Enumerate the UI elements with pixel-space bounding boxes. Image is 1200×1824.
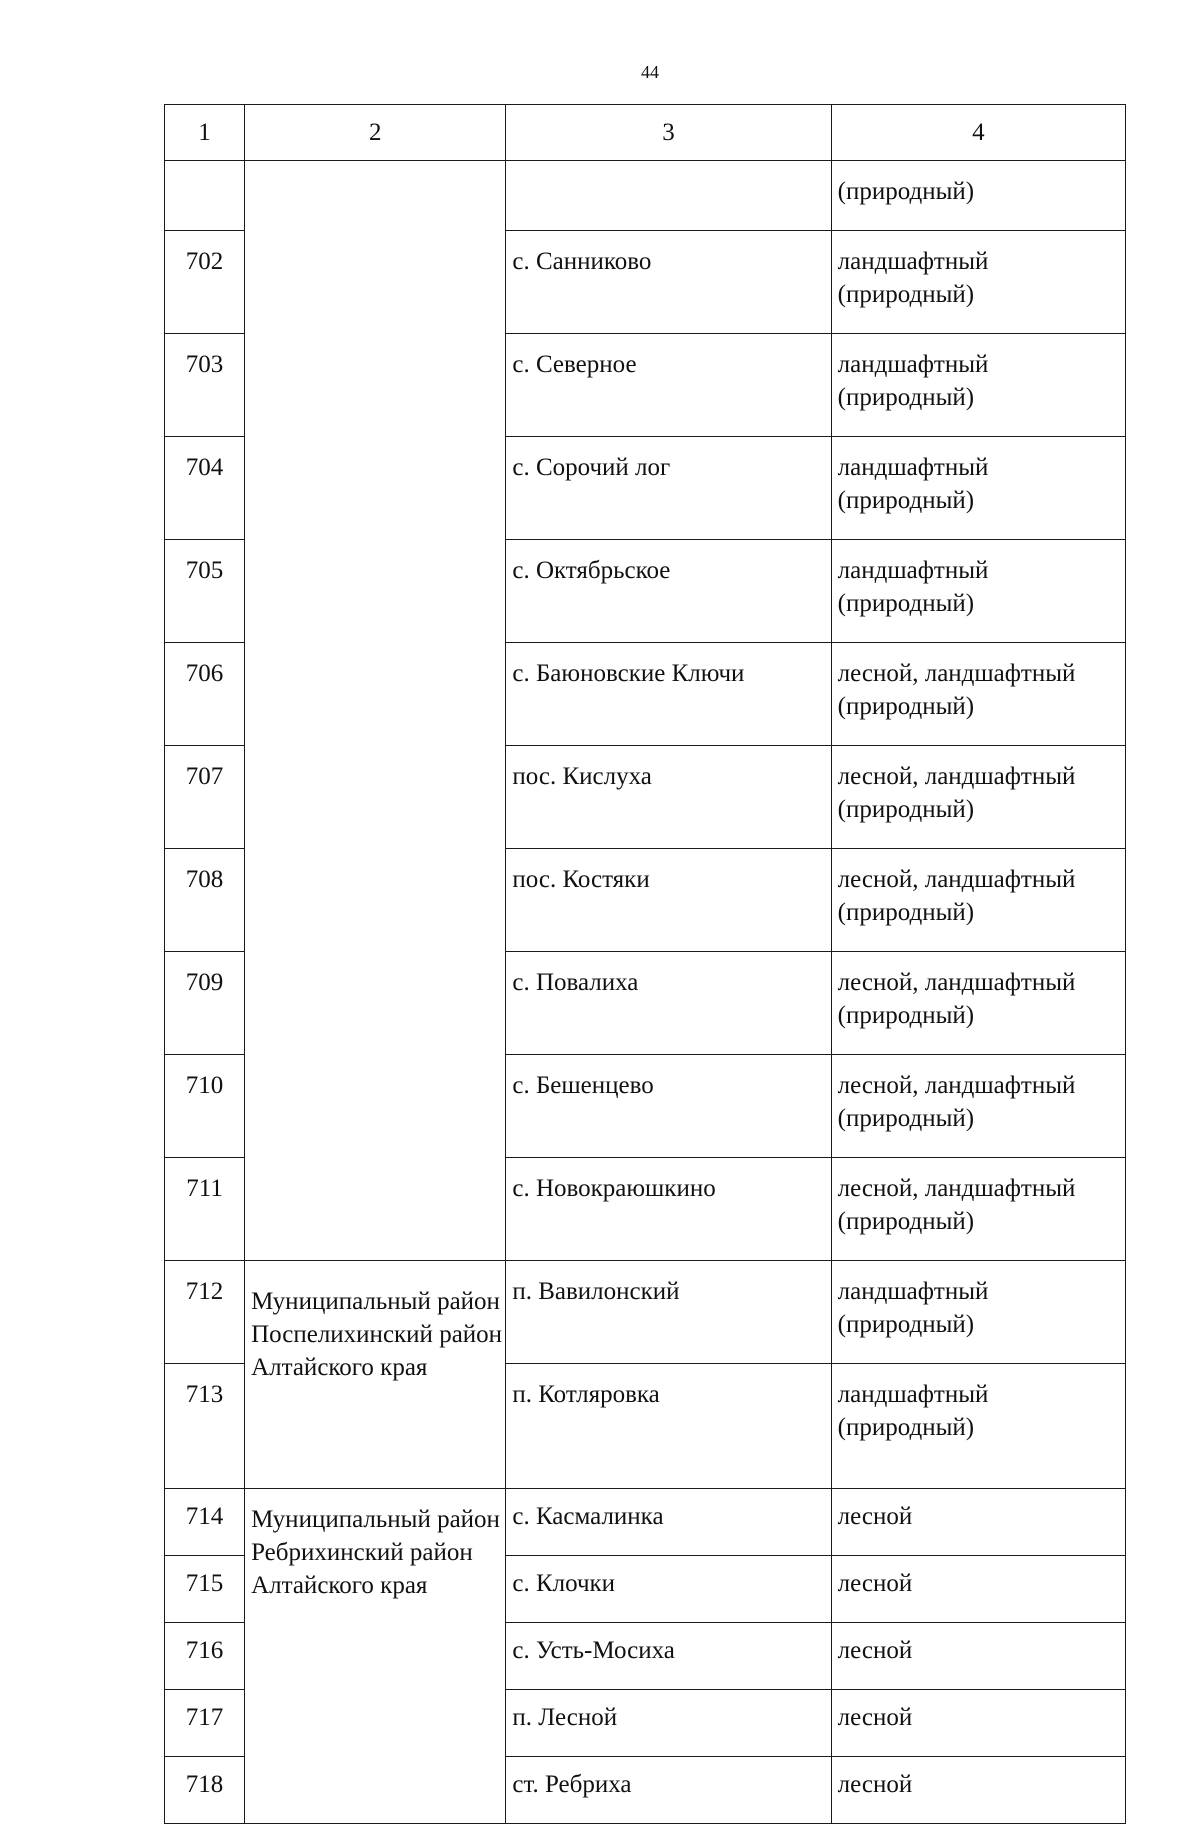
- type-cell: лесной: [831, 1757, 1125, 1824]
- type-cell: лесной, ландшафтный (природный): [831, 849, 1125, 952]
- place-cell: пос. Кислуха: [506, 746, 831, 849]
- type-cell: лесной, ландшафтный (природный): [831, 643, 1125, 746]
- place-cell: с. Усть-Мосиха: [506, 1623, 831, 1690]
- place-cell: с. Северное: [506, 334, 831, 437]
- table-header-row: [165, 105, 1126, 161]
- place-cell: с. Баюновские Ключи: [506, 643, 831, 746]
- type-cell: ландшафтный (природный): [831, 1261, 1125, 1364]
- place-cell: с. Санниково: [506, 231, 831, 334]
- type-cell: лесной: [831, 1623, 1125, 1690]
- type-cell: ландшафтный (природный): [831, 1364, 1125, 1489]
- header-cell: 3: [506, 105, 831, 161]
- table-row: [165, 1489, 1126, 1556]
- row-number: 712: [165, 1261, 245, 1364]
- place-cell: п. Лесной: [506, 1690, 831, 1757]
- row-number: 717: [165, 1690, 245, 1757]
- row-number: 710: [165, 1055, 245, 1158]
- place-cell: [506, 161, 831, 231]
- type-cell: лесной, ландшафтный (природный): [831, 1158, 1125, 1261]
- header-cell: 2: [245, 105, 506, 161]
- header-cell: 1: [165, 105, 245, 161]
- place-cell: пос. Костяки: [506, 849, 831, 952]
- row-number: 715: [165, 1556, 245, 1623]
- table-row: [165, 1261, 1126, 1364]
- row-number: 709: [165, 952, 245, 1055]
- place-cell: с. Касмалинка: [506, 1489, 831, 1556]
- type-cell: ландшафтный (природный): [831, 437, 1125, 540]
- row-number: 702: [165, 231, 245, 334]
- place-cell: ст. Ребриха: [506, 1757, 831, 1824]
- header-cell: 4: [831, 105, 1125, 161]
- page-number: 44: [641, 62, 659, 82]
- region-cell: Муниципальный район Ребрихинский район Алтайского края: [245, 1489, 506, 1824]
- type-cell: лесной: [831, 1489, 1125, 1556]
- place-cell: с. Новокраюшкино: [506, 1158, 831, 1261]
- place-cell: с. Октябрьское: [506, 540, 831, 643]
- row-number: [165, 161, 245, 231]
- row-number: 704: [165, 437, 245, 540]
- type-cell: лесной: [831, 1690, 1125, 1757]
- place-cell: п. Котляровка: [506, 1364, 831, 1489]
- type-cell: лесной, ландшафтный (природный): [831, 746, 1125, 849]
- region-cell: [245, 161, 506, 1261]
- row-number: 706: [165, 643, 245, 746]
- type-cell: лесной: [831, 1556, 1125, 1623]
- place-cell: п. Вавилонский: [506, 1261, 831, 1364]
- row-number: 711: [165, 1158, 245, 1261]
- type-cell: лесной, ландшафтный (природный): [831, 952, 1125, 1055]
- type-cell: ландшафтный (природный): [831, 334, 1125, 437]
- place-cell: с. Клочки: [506, 1556, 831, 1623]
- row-number: 707: [165, 746, 245, 849]
- row-number: 713: [165, 1364, 245, 1489]
- type-cell: (природный): [831, 161, 1125, 231]
- settlements-table: [164, 104, 1126, 1824]
- region-cell: Муниципальный район Поспелихинский район Алтайского края: [245, 1261, 506, 1489]
- row-number: 708: [165, 849, 245, 952]
- row-number: 718: [165, 1757, 245, 1824]
- row-number: 705: [165, 540, 245, 643]
- row-number: 714: [165, 1489, 245, 1556]
- place-cell: с. Сорочий лог: [506, 437, 831, 540]
- row-number: 716: [165, 1623, 245, 1690]
- type-cell: ландшафтный (природный): [831, 540, 1125, 643]
- type-cell: ландшафтный (природный): [831, 231, 1125, 334]
- place-cell: с. Повалиха: [506, 952, 831, 1055]
- place-cell: с. Бешенцево: [506, 1055, 831, 1158]
- row-number: 703: [165, 334, 245, 437]
- table-row: [165, 161, 1126, 231]
- type-cell: лесной, ландшафтный (природный): [831, 1055, 1125, 1158]
